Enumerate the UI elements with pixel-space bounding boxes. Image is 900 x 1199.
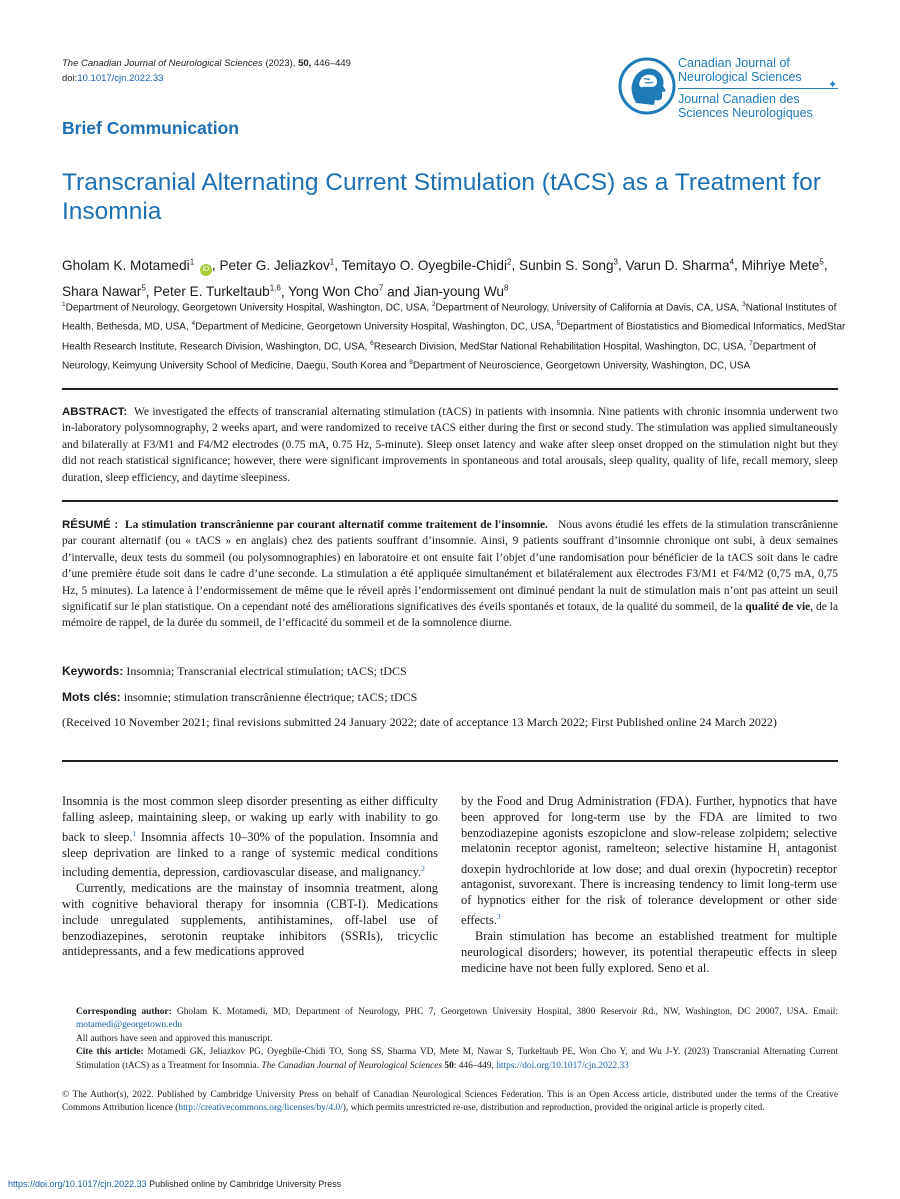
license-link[interactable]: http://creativecommons.org/licenses/by/4.0/: [178, 1103, 343, 1114]
author: Shara Nawar$^5$: [62, 283, 146, 300]
divider: [62, 388, 838, 390]
maple-leaf-icon: ✦: [828, 79, 838, 91]
author: Mihriye Mete$^5$: [741, 257, 824, 273]
affiliations: $^1$Department of Neurology, Georgetown University Hospital, Washington, DC, USA, $^2$Department of Neurology, University of California at Davis, CA, USA, $^3$National Institutes of Health, Bethesda, MD, USA, $^4$Department of Medicine, Georgetown University Hospital, Washington, DC, USA, $^5$Department of Biostatistics and Biomedical Informatics, MedStar Health Research Institute, Research Division, Washington, DC, USA, $^6$Research Division, MedStar National Rehabilitation Hospital, Washington, DC, USA, $^7$Department of Neurology, Keimyung University School of Medicine, Daegu, South Korea and $^8$Department of Neuroscience, Georgetown University, Washington, DC, USA: [62, 301, 846, 372]
author: Peter G. Jeliazkov$^1$: [219, 257, 335, 273]
body-column-left: [62, 794, 438, 960]
author: Jian-young Wu$^8$: [413, 283, 509, 300]
body-paragraph: by the Food and Drug Administration (FDA). Further, hypnotics that have been approved for long-term use by the FDA are limited to two benzodiazepine agonists eszopiclone and slow-release zolpidem; selective melatonin receptor agonist, ramelteon; selective histamine $H_1$ antagonist doxepin hydrochloride at low dose; and dual orexin (hypocretin) receptor antagonist, suvorexant. There is increasing tendency to limit long-term use of hypnotics either for the risk of tolerance development or other side effects.$^3$: [461, 794, 837, 928]
citation-doi-link[interactable]: https://doi.org/10.1017/cjn.2022.33: [496, 1060, 629, 1071]
corresponding-author: Corresponding author: Gholam K. Motamedi, MD, Department of Neurology, PHC 7, Georgetown University Hospital, 3800 Reservoir Rd., NW, Washington, DC 20007, USA. Email: motamedi@georgetown.edu: [76, 1007, 839, 1031]
logo-text-french: [678, 93, 813, 120]
footer-text: Published online by Cambridge University Press: [146, 1179, 342, 1189]
section-label: Brief Communication: [62, 118, 239, 138]
affiliation: Research Division, MedStar National Rehabilitation Hospital, Washington, DC, USA,: [373, 340, 750, 352]
author: Yong Won Cho$^7$: [288, 283, 384, 300]
affiliation: Department of Medicine, Georgetown University Hospital, Washington, DC, USA,: [195, 321, 557, 333]
logo-line-2: Neurological Sciences: [678, 69, 802, 84]
mots-cles-label: Mots clés:: [62, 690, 121, 704]
article-title: Transcranial Alternating Current Stimulation (tACS) as a Treatment for Insomnia: [62, 169, 821, 225]
resume-label: RÉSUMÉ :: [62, 519, 119, 531]
author: Sunbin S. Song$^3$: [519, 257, 618, 273]
journal-reference: [62, 56, 351, 86]
journal-name: The Canadian Journal of Neurological Sciences: [62, 58, 263, 69]
logo-line-4: Sciences Neurologiques: [678, 105, 813, 120]
abstract: [62, 404, 838, 486]
resume-text-end: , de la mémoire de rappel, de la durée du sommeil, de l’efficacité du sommeil et de la somnolence diurne.: [62, 601, 838, 630]
copyright-notice: © The Author(s), 2022. Published by Cambridge University Press on behalf of Canadian Neurological Sciences Federation. This is an Open Access article, distributed under the terms of the Creative Commons Attribution licence (http://creativecommons.org/licenses/by/4.0/), which permits unrestricted re-use, distribution and reproduction, provided the original article is properly cited.: [62, 1090, 838, 1114]
affiliation: National Institutes of Health, Bethesda, MD, USA,: [62, 302, 837, 333]
reference-link[interactable]: 3: [496, 912, 501, 922]
divider: [62, 760, 838, 762]
affiliation: Department of Neurology, Keimyung University School of Medicine, Daegu, South Korea and: [62, 340, 817, 372]
approval-note: All authors have seen and approved this manuscript.: [76, 1033, 273, 1044]
logo-divider: [678, 88, 838, 89]
affiliation: Department of Neuroscience, Georgetown University, Washington, DC, USA: [412, 360, 751, 372]
logo-text-english: [678, 57, 802, 84]
citation: Cite this article: Motamedi GK, Jeliazkov PG, Oyegbile-Chidi TO, Song SS, Sharma VD, Mete M, Nawar S, Turkeltaub PE, Won Cho Y, and Wu J-Y. (2023) Transcranial Alternating Current Stimulation (tACS) as a Treatment for Insomnia. The Canadian Journal of Neurological Sciences 50: 446–449, https://doi.org/10.1017/cjn.2022.33: [76, 1047, 838, 1071]
head-silhouette-icon: [618, 55, 676, 117]
divider: [62, 500, 838, 502]
resume-bold: qualité de vie: [745, 601, 811, 614]
keywords: [62, 663, 838, 679]
journal-pages: 446–449: [313, 58, 351, 69]
mots-cles-text: insomnie; stimulation transcrânienne électrique; tACS; tDCS: [123, 690, 418, 704]
affiliation: Department of Neurology, Georgetown University Hospital, Washington, DC, USA,: [65, 302, 432, 314]
email-link[interactable]: motamedi@georgetown.edu: [76, 1020, 183, 1031]
author: Temitayo O. Oyegbile-Chidi$^2$: [341, 257, 512, 273]
journal-year: (2023),: [265, 58, 296, 69]
doi-link[interactable]: 10.1017/cjn.2022.33: [77, 73, 164, 84]
abstract-text: We investigated the effects of transcranial alternating stimulation (tACS) in patients with insomnia. Nine patients with chronic insomnia underwent two in-laboratory polysomnography, 2 weeks apart, and were randomized to receive tACS either during the first or second study. The stimulation was applied simultaneously and bilaterally at F3/M1 and F4/M2 electrodes (0.75 mA, 0.75 Hz, 5-minute). Sleep onset latency and wake after sleep onset dropped on the stimulation night but they did not reach statistical significance; however, there were significant improvements in spontaneous and total arousals, sleep quality, quality of life, recall memory, sleep duration, sleep efficiency, and daytime sleepiness.: [62, 406, 838, 484]
abstract-label: ABSTRACT:: [62, 406, 128, 418]
resume-title: La stimulation transcrânienne par courant alternatif comme traitement de l'insomnie.: [125, 519, 548, 531]
mots-cles: [62, 689, 838, 705]
journal-volume: 50,: [298, 58, 312, 69]
resume-text: Nous avons étudié les effets de la stimulation transcrânienne par courant alternatif (ou « tACS » en anglais) chez des patients souffrant d’insomnie. Ainsi, 9 patients souffrant d’insomnie chronique ont subi, à deux semaines d’intervalle, deux tests du sommeil (ou polysomnographies) en laboratoire et ont ensuite fait l’objet d’une randomisation pour bénéficier de la tACS soit dans le cadre d’une première étude soit dans le cadre d’une seconde. La stimulation a été appliquée simultanément et bilatéralement aux électrodes F3/M1 et F4/M2 (0,75 mA, 0,75 Hz, 5 minutes). La latence à l’endormissement de même que le réveil après l’endormissement ont diminué pendant la nuit de stimulation mais n’ont pas atteint un seuil significatif sur le plan statistique. On a cependant noté des améliorations significatives des éveils spontanés et totaux, de la qualité du sommeil, de la: [62, 519, 839, 614]
logo-line-3: Journal Canadien des: [678, 92, 800, 106]
logo-line-1: Canadian Journal of: [678, 56, 790, 70]
author: Varun D. Sharma$^4$: [625, 257, 735, 273]
footnotes: [62, 1006, 838, 1073]
affiliation: Department of Neurology, University of California at Davis, CA, USA,: [435, 302, 743, 314]
affiliation: Department of Biostatistics and Biomedical Informatics, MedStar Health Research Institute, Research Division, Washington, DC, USA,: [62, 321, 846, 352]
reference-link[interactable]: 1: [132, 828, 137, 838]
footer-doi-link[interactable]: https://doi.org/10.1017/cjn.2022.33: [8, 1179, 147, 1189]
body-paragraph: Brain stimulation has become an established treatment for multiple neurological disorders; however, its potential therapeutic effects in sleep medicine have not been fully explored. Seno et al.: [461, 928, 837, 975]
orcid-icon[interactable]: iD: [200, 264, 212, 276]
body-column-right: [461, 794, 837, 976]
author: Peter E. Turkeltaub$^{1,6}$: [153, 283, 281, 300]
journal-logo: [618, 55, 848, 123]
received-dates: (Received 10 November 2021; final revisions submitted 24 January 2022; date of acceptance 13 March 2022; First Published online 24 March 2022): [62, 715, 777, 729]
body-paragraph: Insomnia is the most common sleep disorder presenting as either difficulty falling asleep, maintaining sleep, or waking up early with inability to go back to sleep.$^1$ Insomnia affects 10–30% of the population. Insomnia and sleep deprivation are linked to a range of systemic medical conditions including dementia, depression, cardiovascular disease, and malignancy.$^2$: [62, 794, 439, 880]
body-paragraph: Currently, medications are the mainstay of insomnia treatment, along with cognitive behavioral therapy for insomnia (CBT-I). Medications include unregulated supplements, antihistamines, off-label use of benzodiazepines, serotonin reuptake inhibitors (SSRIs), tricyclic antidepressants, and a few medications approved: [62, 881, 438, 959]
resume: [62, 517, 838, 632]
reference-link[interactable]: 2: [421, 864, 425, 874]
keywords-label: Keywords:: [62, 664, 124, 678]
doi-prefix: doi:: [62, 73, 78, 84]
page-footer: [8, 1179, 341, 1189]
author-list: Gholam K. Motamedi$^1$ iD , Peter G. Jeliazkov$^1$, Temitayo O. Oyegbile-Chidi$^2$, Sunbin S. Song$^3$, Varun D. Sharma$^4$, Mihriye Mete$^5$, Shara Nawar$^5$, Peter E. Turkeltaub$^{1,6}$, Yong Won Cho$^7$ and Jian-young Wu$^8$: [62, 257, 828, 300]
author: Gholam K. Motamedi$^1$: [62, 257, 195, 273]
keywords-text: Insomnia; Transcranial electrical stimulation; tACS; tDCS: [126, 664, 407, 678]
